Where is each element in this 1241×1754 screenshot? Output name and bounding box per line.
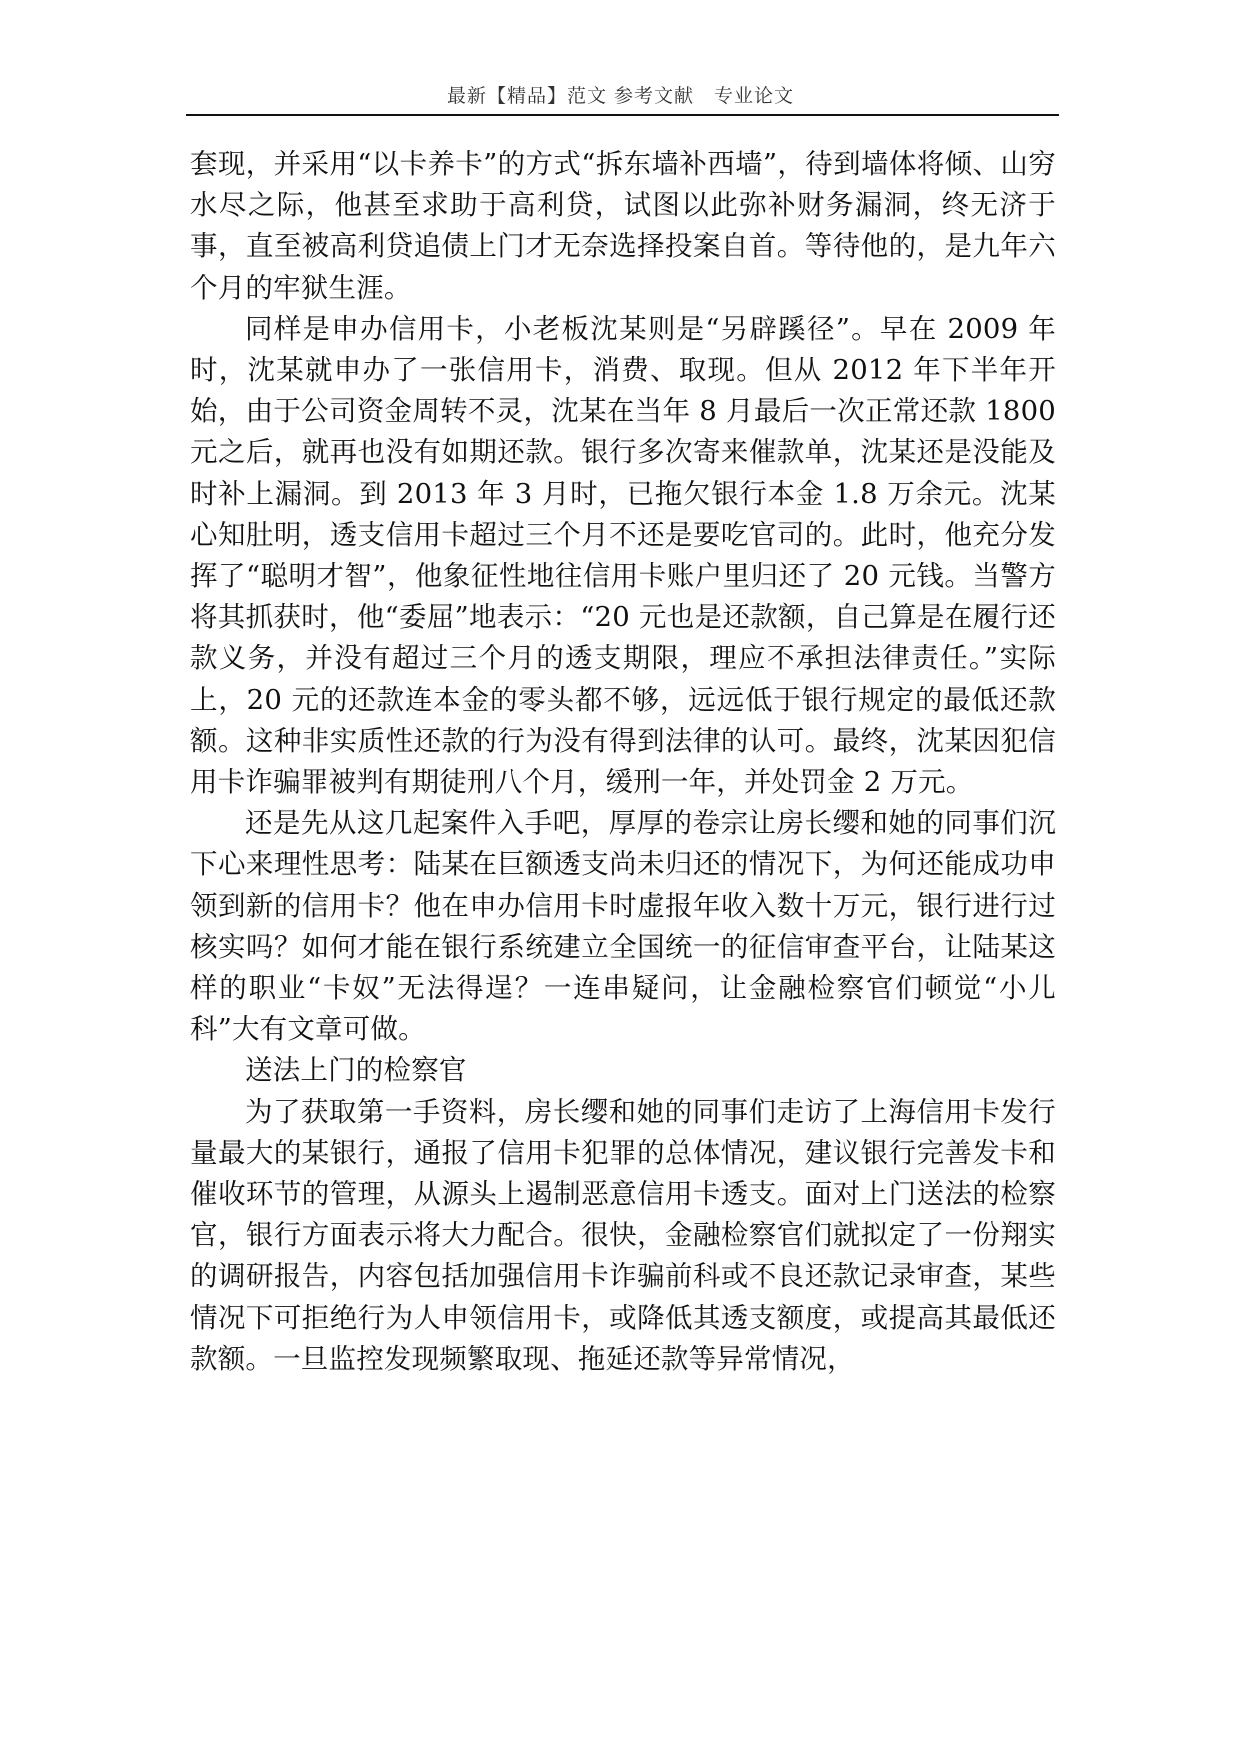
- paragraph-continuation: 套现，并采用“以卡养卡”的方式“拆东墙补西墙”，待到墙体将倾、山穷水尽之际，他甚至求助于高利贷，试图以此弥补财务漏洞，终无济于事，直至被高利贷追债上门才无奈选择投案自首。等待他的，是九年六个月的牢狱生涯。: [190, 148, 1056, 304]
- page-header: 最新【精品】范文 参考文献 专业论文: [446, 85, 795, 107]
- section-heading: 送法上门的检察官: [245, 1054, 467, 1087]
- document-body: [190, 144, 1056, 1380]
- header-divider: [186, 114, 1059, 116]
- paragraph-bank-visit: 为了获取第一手资料，房长缨和她的同事们走访了上海信用卡发行量最大的某银行，通报了信用卡犯罪的总体情况，建议银行完善发卡和催收环节的管理，从源头上遏制恶意信用卡透支。面对上门送法的检察官，银行方面表示将大力配合。很快，金融检察官们就拟定了一份翔实的调研报告，内容包括加强信用卡诈骗前科或不良还款记录审查，某些情况下可拒绝行为人申领信用卡，或降低其透支额度，或提高其最低还款额。一旦监控发现频繁取现、拖延还款等异常情况，: [190, 1095, 1056, 1375]
- paragraph-shen-case: 同样是申办信用卡，小老板沈某则是“另辟蹊径”。早在 2009 年时，沈某就申办了一张信用卡，消费、取现。但从 2012 年下半年开始，由于公司资金周转不灵，沈某在当年 8 月最后一次正常还款 1800 元之后，就再也没有如期还款。银行多次寄来催款单，沈某还是没能及时补上漏洞。到 2013 年 3 月时，已拖欠银行本金 1.8 万余元。沈某心知肚明，透支信用卡超过三个月不还是要吃官司的。此时，他充分发挥了“聪明才智”，他象征性地往信用卡账户里归还了 20 元钱。当警方将其抓获时，他“委屈”地表示：“20 元也是还款额，自己算是在履行还款义务，并没有超过三个月的透支期限，理应不承担法律责任。”实际上，20 元的还款连本金的零头都不够，远远低于银行规定的最低还款额。这种非实质性还款的行为没有得到法律的认可。最终，沈某因犯信用卡诈骗罪被判有期徒刑八个月，缓刑一年，并处罚金 2 万元。: [190, 312, 1056, 799]
- paragraph-reflection: 还是先从这几起案件入手吧，厚厚的卷宗让房长缨和她的同事们沉下心来理性思考：陆某在巨额透支尚未归还的情况下，为何还能成功申领到新的信用卡？他在申办信用卡时虚报年收入数十万元，银行进行过核实吗？如何才能在银行系统建立全国统一的征信审查平台，让陆某这样的职业“卡奴”无法得逞？一连串疑问，让金融检察官们顿觉“小儿科”大有文章可做。: [190, 807, 1056, 1046]
